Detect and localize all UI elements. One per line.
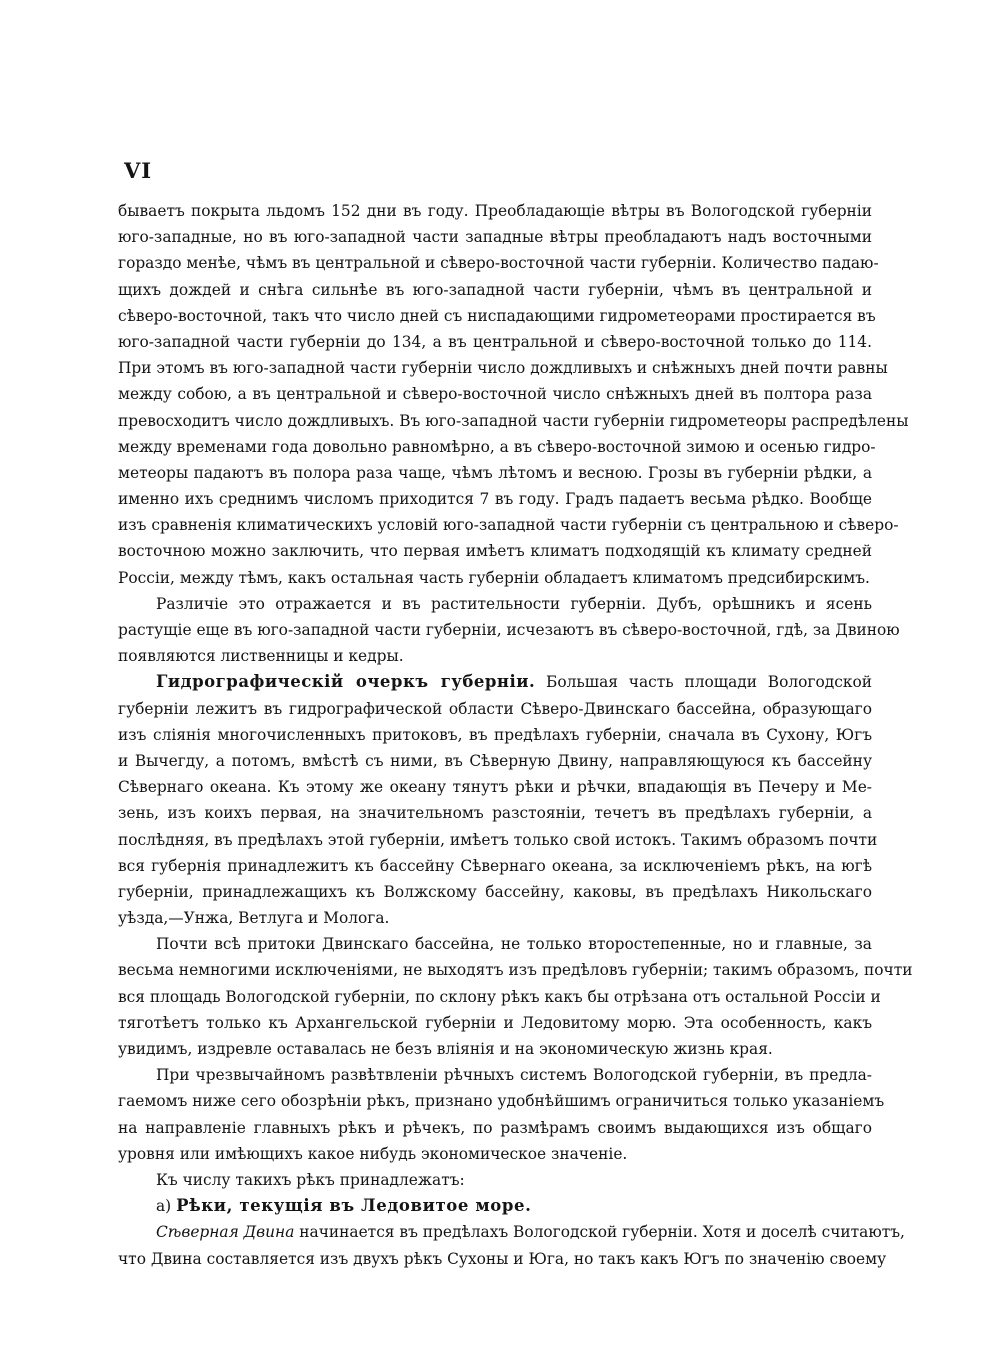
text-line: гораздо менѣе, чѣмъ въ центральной и сѣверо-восточной части губерніи. Количество падаю- [118,254,879,273]
body-text [118,198,913,1272]
text-line: Россіи, между тѣмъ, какъ остальная часть губерніи обладаетъ климатомъ предсибирскимъ. [118,568,870,587]
text-line: губерніи, принадлежащихъ къ Волжскому бассейну, каковы, въ предѣлахъ Никольскаго [118,882,872,901]
text-line: Различіе это отражается и въ растительности губерніи. Дубъ, орѣшникъ и ясень [156,594,872,613]
text-line: юго-западные, но въ юго-западной части западные вѣтры преобладаютъ надъ восточными [118,228,872,247]
subheading-line [118,1193,872,1219]
text-line: весьма немногими исключеніями, не выходятъ изъ предѣловъ губерніи; такимъ образомъ, почти [118,961,913,980]
text-line: вся площадь Вологодской губерніи, по склону рѣкъ какъ бы отрѣзана отъ остальной Россіи и [118,987,881,1006]
text-run: начинается въ предѣлахъ Вологодской губерніи. Хотя и доселѣ считаютъ, [294,1223,905,1242]
text-line: уѣзда,—Унжа, Ветлуга и Молога. [118,909,390,928]
text-line: зень, изъ коихъ первая, на значительномъ разстояніи, течетъ въ предѣлахъ губерніи, а [118,804,872,823]
list-marker: а) [156,1197,177,1216]
text-line: губерніи лежитъ въ гидрографической области Сѣверо-Двинскаго бассейна, образующаго [118,699,872,718]
text-line: послѣдняя, въ предѣлахъ этой губерніи, имѣетъ только свой истокъ. Такимъ образомъ почти [118,830,878,849]
text-line: тяготѣетъ только къ Архангельской губерніи и Ледовитому морю. Эта особенность, какъ [118,1013,872,1032]
page-number: VI [124,158,153,183]
section-heading: Гидрографическій очеркъ губерніи. [156,672,536,692]
text-line: При чрезвычайномъ развѣтвленіи рѣчныхъ системъ Вологодской губерніи, въ предла- [156,1066,872,1085]
text-line: между временами года довольно равномѣрно, а въ сѣверо-восточной зимою и осенью гидро- [118,437,876,456]
text-line: изъ сліянія многочисленныхъ притоковъ, въ предѣлахъ губерніи, сначала въ Сухону, Югъ [118,725,872,744]
text-line: между собою, а въ центральной и сѣверо-восточной число снѣжныхъ дней въ полтора раза [118,385,872,404]
text-run: Большая часть площади Вологодской [535,673,872,692]
text-line: Къ числу такихъ рѣкъ принадлежатъ: [156,1170,465,1189]
text-line [118,669,872,695]
paragraph-river-systems [118,1062,885,1167]
text-line: восточною можно заключить, что первая имѣетъ климатъ подходящій къ климату средней [118,542,872,561]
paragraph-northern-dvina [118,1219,905,1271]
paragraph-climate [118,198,909,591]
text-line: появляются лиственницы и кедры. [118,647,404,666]
text-line: уровня или имѣющихъ какое нибудь экономическое значеніе. [118,1144,628,1163]
text-line: бываетъ покрыта льдомъ 152 дни въ году. Преобладающіе вѣтры въ Вологодской губерніи [118,202,872,220]
text-line: превосходитъ число дождливыхъ. Въ юго-западной части губерніи гидрометеоры распредѣлены [118,411,909,430]
text-line: вся губернія принадлежитъ къ бассейну Сѣвернаго океана, за исключеніемъ рѣкъ, на югѣ [118,856,872,875]
text-line: щихъ дождей и снѣга сильнѣе въ юго-западной части губерніи, чѣмъ въ центральной и [118,280,872,299]
river-name: Сѣверная Двина [156,1223,295,1242]
text-line: Почти всѣ притоки Двинскаго бассейна, не только второстепенные, но и главные, за [156,935,872,954]
text-line: юго-западной части губерніи до 134, а въ центральной и сѣверо-восточной только до 114. [118,332,872,351]
text-line: на направленіе главныхъ рѣкъ и рѣчекъ, по размѣрамъ своимъ выдающихся изъ общаго [118,1118,872,1137]
paragraph-vegetation [118,591,900,670]
text-line: Сѣвернаго океана. Къ этому же океану тянутъ рѣки и рѣчки, впадающія въ Печеру и Ме- [118,778,872,797]
text-line: При этомъ въ юго-западной части губерніи число дождливыхъ и снѣжныхъ дней почти равны [118,359,888,378]
subheading: Рѣки, текущія въ Ледовитое море. [176,1196,532,1216]
text-line: сѣверо-восточной, такъ что число дней съ ниспадающими гидрометеорами простирается въ [118,306,876,325]
text-line: именно ихъ среднимъ числомъ приходится 7 въ году. Градъ падаетъ весьма рѣдко. Вообще [118,490,872,509]
text-line: что Двина составляется изъ двухъ рѣкъ Сухоны и Юга, но такъ какъ Югъ по значенію своему [118,1249,887,1268]
paragraph-tributaries [118,931,913,1062]
text-line: изъ сравненія климатическихъ условій юго-западной части губерніи съ центральною и сѣверо- [118,516,899,535]
text-line: и Вычегду, а потомъ, вмѣстѣ съ ними, въ Сѣверную Двину, направляющуюся къ бассейну [118,751,872,770]
text-line: гаемомъ ниже сего обозрѣніи рѣкъ, признано удобнѣйшимъ ограничиться только указаніемъ [118,1092,885,1111]
text-line: метеоры падаютъ въ полора раза чаще, чѣмъ лѣтомъ и весною. Грозы въ губерніи рѣдки, а [118,463,872,482]
paragraph-hydrography [118,669,878,931]
text-line: растущіе еще въ юго-западной части губерніи, исчезаютъ въ сѣверо-восточной, гдѣ, за Двиною [118,621,900,639]
text-line: увидимъ, издревле оставалась не безъ вліянія и на экономическую жизнь края. [118,1040,773,1058]
text-line [118,1219,905,1245]
